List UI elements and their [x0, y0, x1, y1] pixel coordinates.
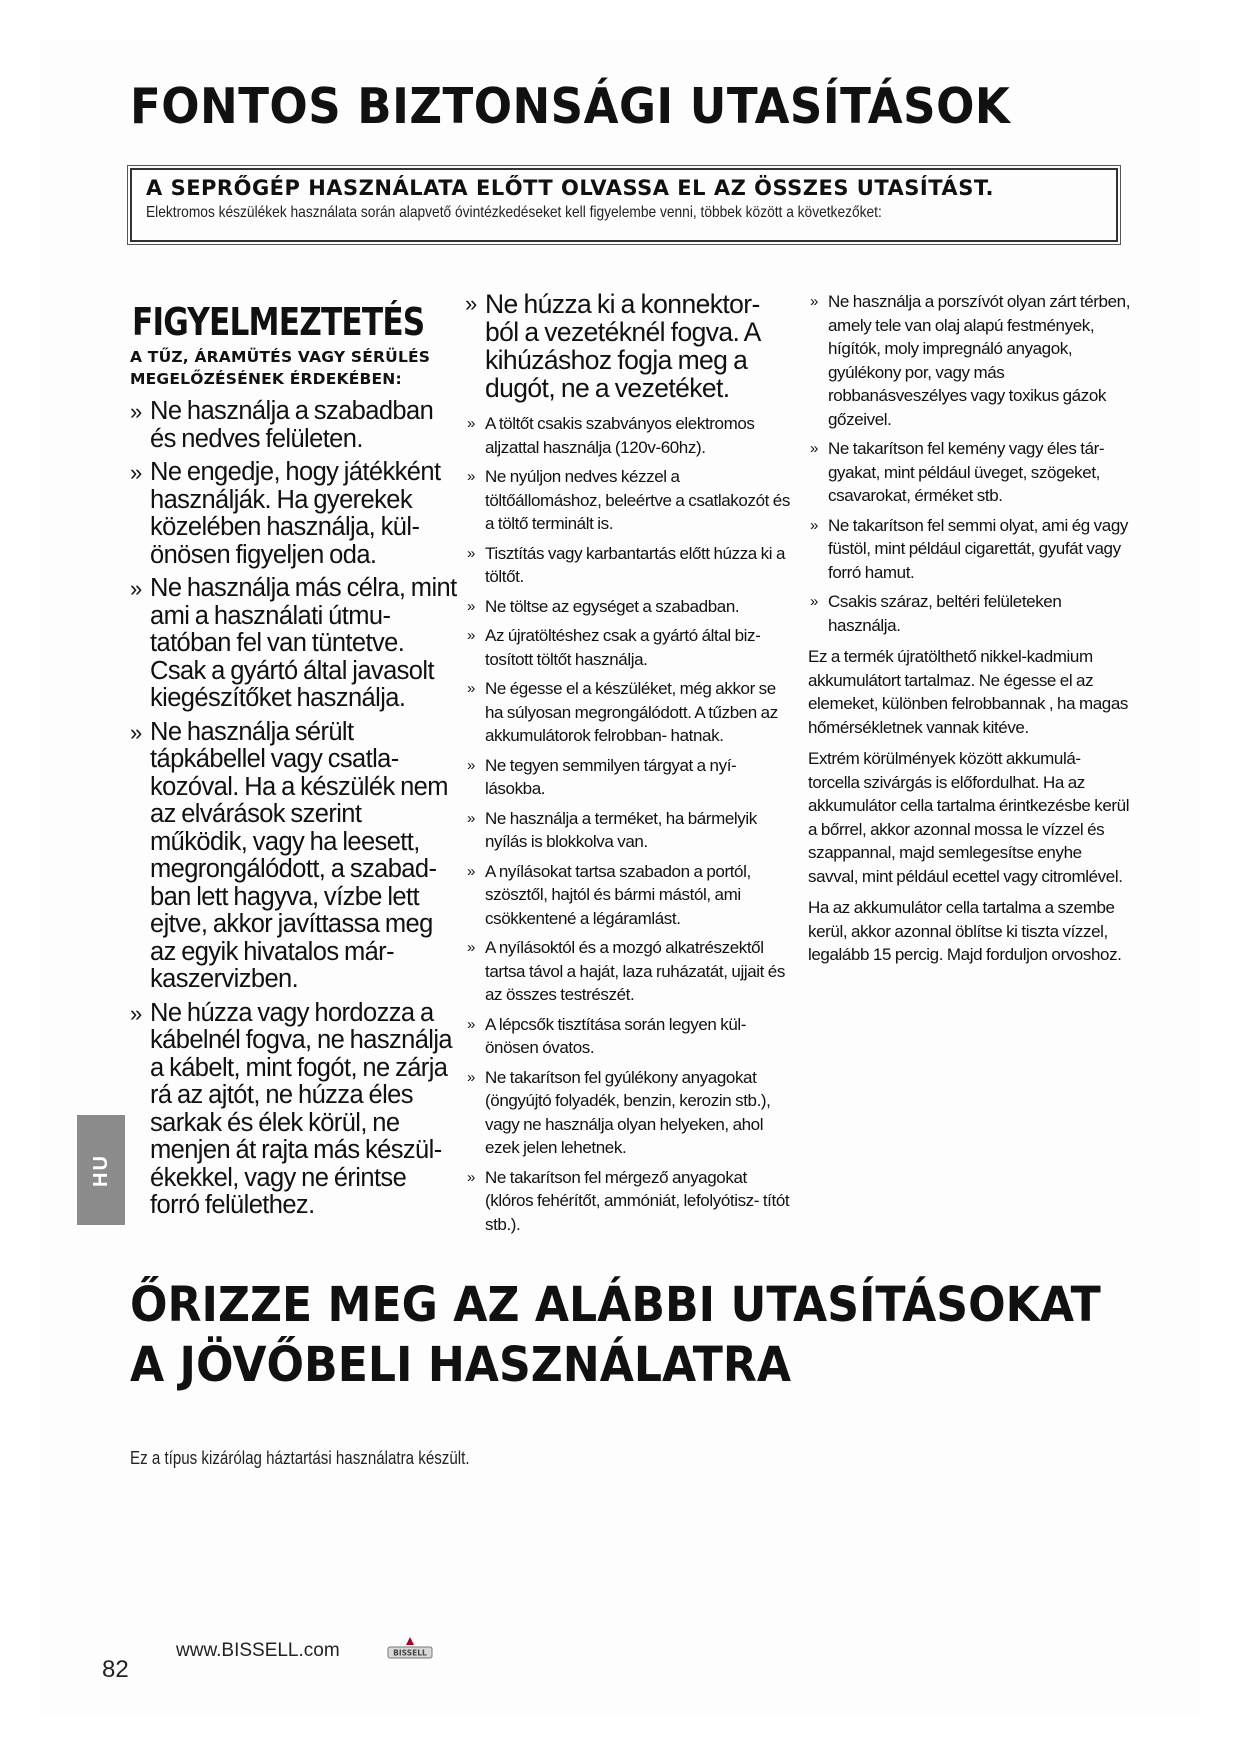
language-tab [77, 1115, 125, 1225]
warning-subtitle: A TŰZ, ÁRAMÜTÉS VAGY SÉRÜLÉS MEGELŐZÉSÉNEK ÉRDEKÉBEN: [130, 348, 431, 388]
list-item: » Ne takarítson fel mérgező anyagokat (klóros fehérítőt, ammóniát, lefolyótisz- títót stb.). [465, 1166, 790, 1237]
list-item: » Ne használja a szabadban és nedves felületen. [130, 398, 460, 453]
column-3 [808, 290, 1133, 967]
household-use-note: Ez a típus kizárólag háztartási használatra készült. [130, 1448, 470, 1468]
list-item: » Ne használja sérült tápkábellel vagy csatla- kozóval. Ha a készülék nem az elvárások szerint működik, vagy ha leesett, megrongálódott, a szabad- ban lett hagyva, vízbe lett ejtve, akkor javíttassa meg az egyik hivatalos már- kaszervizben. [130, 719, 460, 994]
list-item: » Ne nyúljon nedves kézzel a töltőállomáshoz, beleértve a csatlakozót és a töltő terminált is. [465, 465, 790, 536]
column-2-list [465, 412, 790, 1236]
list-item: » Ne húzza ki a konnektor- ból a vezetéknél fogva. A kihúzáshoz fogja meg a dugót, ne a vezetéket. [465, 290, 790, 402]
warning-word: FIGYELMEZTETÉS [132, 300, 425, 344]
list-item: » Ne engedje, hogy játékként használják. Ha gyerekek közelében használja, kül- önösen figyeljen oda. [130, 459, 460, 569]
list-item: » Ne takarítson fel semmi olyat, ami ég vagy füstöl, mint például cigarettát, gyufát vagy forró hamut. [808, 514, 1133, 585]
website-link[interactable]: www.BISSELL.com [176, 1640, 340, 1661]
list-item: » Ne használja más célra, mint ami a használati útmu- tatóban fel van tüntetve. Csak a gyártó által javasolt kiegészítőket használja. [130, 575, 460, 713]
notice-heading: A SEPRŐGÉP HASZNÁLATA ELŐTT OLVASSA EL AZ ÖSSZES UTASÍTÁST. [146, 176, 994, 200]
eye-contact-paragraph: Ha az akkumulátor cella tartalma a szembe kerül, akkor azonnal öblítse ki tiszta vízzel, legalább 15 percig. Majd forduljon orvoshoz. [808, 898, 1122, 964]
page-number: 82 [102, 1656, 129, 1683]
bissell-logo-icon [384, 1635, 436, 1661]
column-2-big-list [465, 290, 790, 402]
list-item: » Ne égesse el a készüléket, még akkor se ha súlyosan megrongálódott. A tűzben az akkumulátorok felrobban- hatnak. [465, 677, 790, 748]
list-item: » Ne töltse az egységet a szabadban. [465, 595, 790, 619]
read-instructions-notice [130, 168, 1118, 242]
column-1-list [130, 398, 460, 1220]
page-title: FONTOS BIZTONSÁGI UTASÍTÁSOK [130, 78, 1011, 135]
list-item: » Ne tegyen semmilyen tárgyat a nyí- lásokba. [465, 754, 790, 801]
column-2 [465, 290, 790, 1242]
list-item: » Csakis száraz, beltéri felületeken használja. [808, 590, 1133, 637]
list-item: » A lépcsők tisztítása során legyen kül- önösen óvatos. [465, 1013, 790, 1060]
battery-paragraph: Ez a termék újratölthető nikkel-kadmium akkumulátort tartalmaz. Ne égesse el az elemeket, különben felrobbannak , ha magas hőmérsékletnek vannak kitéve. [808, 647, 1128, 737]
logo-text: BISSELL [393, 1648, 427, 1658]
list-item: » A nyílásoktól és a mozgó alkatrészektől tartsa távol a haját, laza ruházatát, ujjait és az összes testrészét. [465, 936, 790, 1007]
list-item: » A töltőt csakis szabványos elektromos aljzattal használja (120v-60hz). [465, 412, 790, 459]
notice-text: Elektromos készülékek használata során alapvető óvintézkedéseket kell figyelembe venni, többek között a következőket: [146, 204, 882, 221]
list-item: » Ne használja a terméket, ha bármelyik nyílás is blokkolva van. [465, 807, 790, 854]
language-code: HU [89, 1153, 112, 1187]
save-instructions-title: ŐRIZZE MEG AZ ALÁBBI UTASÍTÁSOKAT A JÖVŐBELI HASZNÁLATRA [130, 1277, 1101, 1393]
list-item: » A nyílásokat tartsa szabadon a portól, szösztől, hajtól és bármi mástól, ami csökkentené a légáramlást. [465, 860, 790, 931]
list-item: » Ne takarítson fel kemény vagy éles tár- gyakat, mint például üveget, szögeket, csavarokat, érméket stb. [808, 437, 1133, 508]
list-item: » Az újratöltéshez csak a gyártó által biz- tosított töltőt használja. [465, 624, 790, 671]
column-1 [130, 290, 460, 1226]
list-item: » Ne takarítson fel gyúlékony anyagokat (öngyújtó folyadék, benzin, kerozin stb.), vagy ne használja olyan helyeken, ahol ezek jelen lehetnek. [465, 1066, 790, 1160]
warning-heading [130, 300, 460, 344]
list-item: » Tisztítás vagy karbantartás előtt húzza ki a töltőt. [465, 542, 790, 589]
column-3-list [808, 290, 1133, 637]
list-item: » Ne húzza vagy hordozza a kábelnél fogva, ne használja a kábelt, mint fogót, ne zárja rá az ajtót, ne húzza éles sarkak és élek körül, ne menjen át rajta más készül- ékekkel, vagy ne érintse forró felülethez. [130, 1000, 460, 1220]
list-item: » Ne használja a porszívót olyan zárt térben, amely tele van olaj alapú festmények, hígítók, moly impregnáló anyagok, gyúlékony por, vagy más robbanásveszélyes vagy toxikus gázok gőzeivel. [808, 290, 1133, 431]
leak-paragraph: Extrém körülmények között akkumulá- torcella szivárgás is előfordulhat. Ha az akkumulátor cella tartalma érintkezésbe kerül a bőrrel, akkor azonnal mossa le vízzel és szappannal, majd semlegesítse enyhe savval, mint például ecettel vagy citromlével. [808, 749, 1130, 886]
